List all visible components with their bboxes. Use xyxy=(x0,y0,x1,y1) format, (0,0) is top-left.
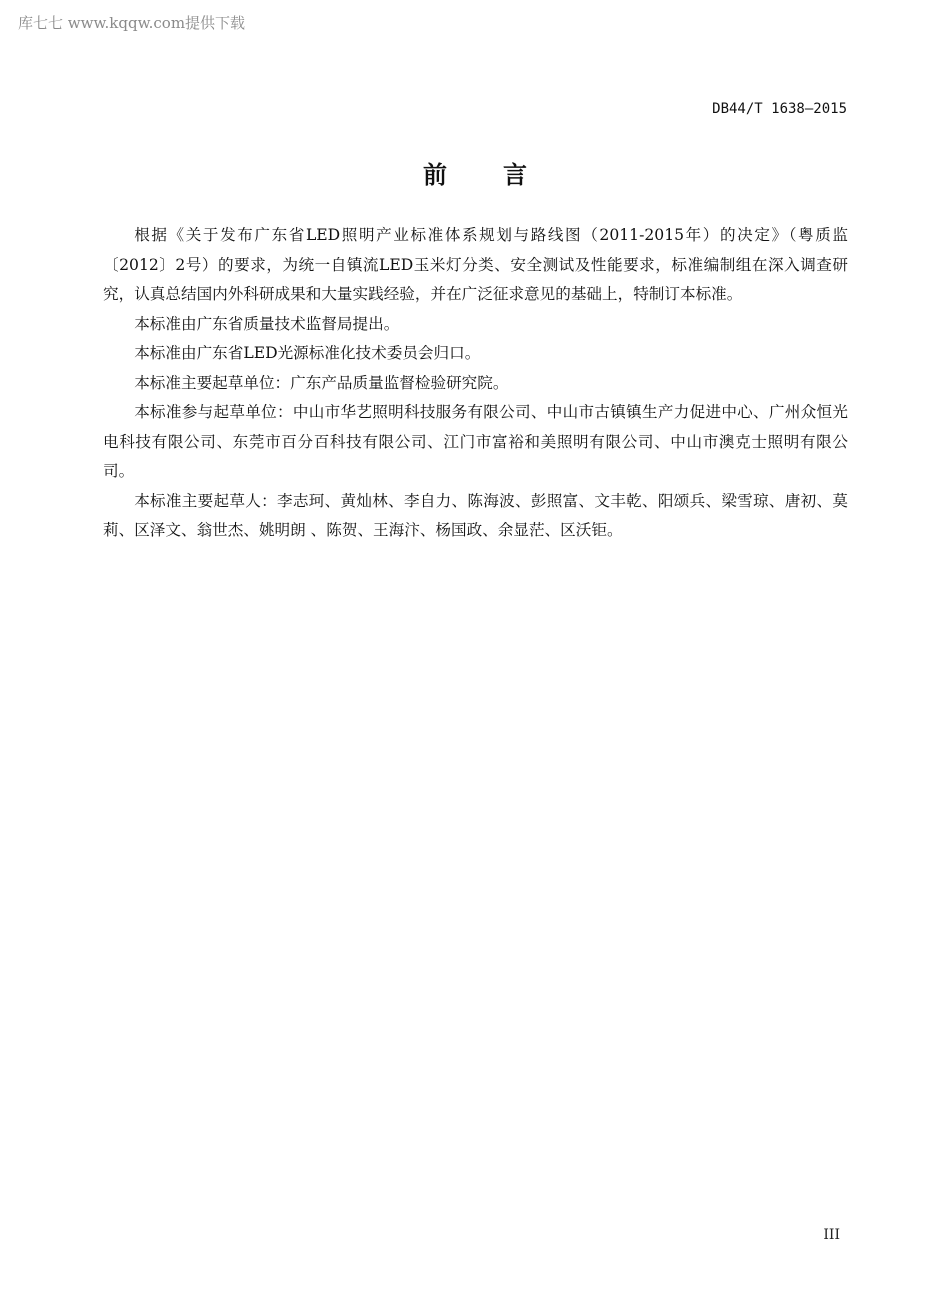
paragraph-custodian: 本标准由广东省LED光源标准化技术委员会归口。 xyxy=(134,344,481,362)
paragraph-participating-units: 本标准参与起草单位：中山市华艺照明科技服务有限公司、中山市古镇镇生产力促进中心、广州众恒光电科技有限公司、东莞市百分百科技有限公司、江门市富裕和美照明有限公司、中山市澳克士照明有限公司。 xyxy=(103,403,848,480)
paragraph-main-drafting-unit: 本标准主要起草单位：广东产品质量监督检验研究院。 xyxy=(134,373,509,392)
watermark-text: 库七七 www.kqqw.com提供下载 xyxy=(18,14,246,32)
page-title: 前言 xyxy=(423,161,583,189)
document-code: DB44/T 1638—2015 xyxy=(712,101,847,117)
page-number: III xyxy=(823,1227,840,1243)
paragraph-proposer: 本标准由广东省质量技术监督局提出。 xyxy=(134,314,400,333)
foreword-body xyxy=(103,221,848,546)
paragraph-basis: 根据《关于发布广东省LED照明产业标准体系规划与路线图（2011-2015年）的决定》（粤质监〔2012〕2号）的要求，为统一自镇流LED玉米灯分类、安全测试及性能要求，标准编制组在深入调查研究，认真总结国内外科研成果和大量实践经验，并在广泛征求意见的基础上，特制订本标准。 xyxy=(103,226,848,303)
paragraph-main-drafters: 本标准主要起草人：李志珂、黄灿林、李自力、陈海波、彭照富、文丰乾、阳颂兵、梁雪琼、唐初、莫莉、区泽文、翁世杰、姚明朗 、陈贺、王海汴、杨国政、余显茫、区沃钜。 xyxy=(103,491,848,539)
